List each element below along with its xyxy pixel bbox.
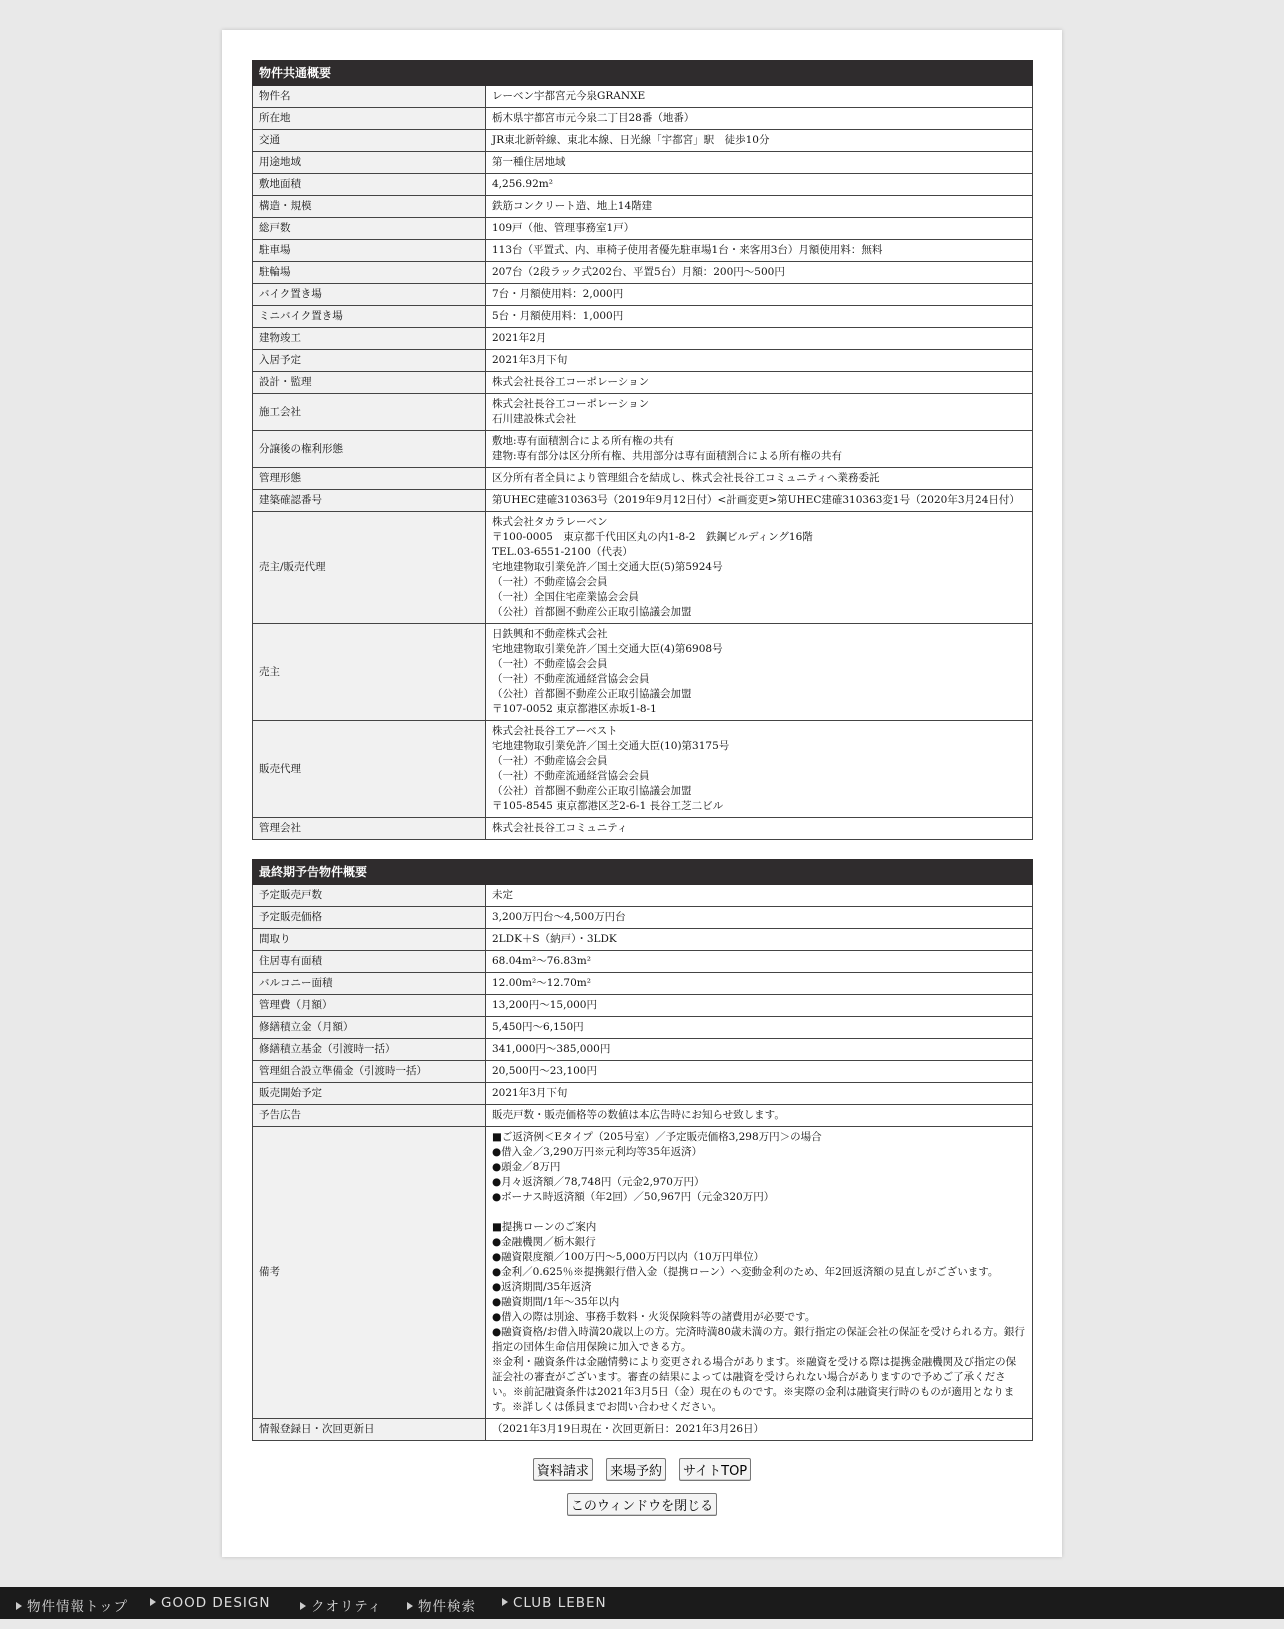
- row-label: 総戸数: [253, 218, 486, 240]
- table-row: [253, 174, 1033, 196]
- content-panel: [222, 30, 1062, 1557]
- row-value: 5台・月額使用料：1,000円: [486, 306, 1033, 328]
- table-row: [253, 721, 1033, 818]
- table-row: [253, 152, 1033, 174]
- final-phase-overview-title: 最終期予告物件概要: [253, 860, 1033, 885]
- row-value: 341,000円～385,000円: [486, 1039, 1033, 1061]
- table-row: [253, 196, 1033, 218]
- row-label: 構造・規模: [253, 196, 486, 218]
- table-row: [253, 1105, 1033, 1127]
- row-value: JR東北新幹線、東北本線、日光線「宇都宮」駅 徒歩10分: [486, 130, 1033, 152]
- row-label: 施工会社: [253, 394, 486, 431]
- row-value: 207台（2段ラック式202台、平置5台）月額：200円～500円: [486, 262, 1033, 284]
- table-row: [253, 995, 1033, 1017]
- row-value: 2LDK＋S（納戸）・3LDK: [486, 929, 1033, 951]
- common-overview-title: 物件共通概要: [253, 61, 1033, 86]
- footer-link-property-top[interactable]: 物件情報トップ: [16, 1595, 128, 1615]
- table-row: [253, 907, 1033, 929]
- visit-reservation-button[interactable]: 来場予約: [606, 1458, 666, 1481]
- row-label: 入居予定: [253, 350, 486, 372]
- close-window-row: [222, 1493, 1062, 1516]
- table-row: [253, 218, 1033, 240]
- row-value: 113台（平置式、内、車椅子使用者優先駐車場1台・来客用3台）月額使用料：無料: [486, 240, 1033, 262]
- row-label: 管理会社: [253, 818, 486, 840]
- footer-link-property-search[interactable]: 物件検索: [407, 1595, 476, 1615]
- row-value: 未定: [486, 885, 1033, 907]
- row-label: バイク置き場: [253, 284, 486, 306]
- table-row: [253, 1039, 1033, 1061]
- table-row: [253, 108, 1033, 130]
- footer-link-quality[interactable]: クオリティ: [300, 1595, 382, 1615]
- table-row: [253, 350, 1033, 372]
- common-overview-table: [252, 60, 1033, 840]
- footer-nav: [0, 1587, 1284, 1619]
- row-label: 住居専有面積: [253, 951, 486, 973]
- row-label: 情報登録日・次回更新日: [253, 1419, 486, 1441]
- row-value: 鉄筋コンクリート造、地上14階建: [486, 196, 1033, 218]
- table-row: [253, 512, 1033, 624]
- row-label: 修繕積立基金（引渡時一括）: [253, 1039, 486, 1061]
- footer-link-good-design[interactable]: GOOD DESIGN: [150, 1595, 270, 1611]
- table-row: [253, 885, 1033, 907]
- row-label: 分譲後の権利形態: [253, 431, 486, 468]
- table-row: [253, 306, 1033, 328]
- row-value: 株式会社長谷工コーポレーション 石川建設株式会社: [486, 394, 1033, 431]
- table-row: [253, 86, 1033, 108]
- row-label: 管理費（月額）: [253, 995, 486, 1017]
- row-value: 株式会社長谷工アーベスト 宅地建物取引業免許／国土交通大臣(10)第3175号 （一社）不動産協会会員 （一社）不動産流通経営協会会員 （公社）首都圏不動産公正取引協議会加盟 〒105-8545 東京都港区芝2-6-1 長谷工芝二ビル: [486, 721, 1033, 818]
- row-label: 予告広告: [253, 1105, 486, 1127]
- action-buttons: [222, 1458, 1062, 1481]
- table-row: [253, 130, 1033, 152]
- row-label: 予定販売価格: [253, 907, 486, 929]
- row-label: 建築確認番号: [253, 490, 486, 512]
- table-row: [253, 490, 1033, 512]
- row-value: レーベン宇都宮元今泉GRANXE: [486, 86, 1033, 108]
- row-label: 販売開始予定: [253, 1083, 486, 1105]
- table-row: [253, 431, 1033, 468]
- row-value: 第UHEC建確310363号（2019年9月12日付）<計画変更>第UHEC建確310363変1号（2020年3月24日付）: [486, 490, 1033, 512]
- triangle-right-icon: [16, 1602, 22, 1610]
- close-window-button[interactable]: このウィンドウを閉じる: [567, 1493, 717, 1516]
- table-row: [253, 1017, 1033, 1039]
- table-row: [253, 1083, 1033, 1105]
- row-label: 所在地: [253, 108, 486, 130]
- row-value: 68.04m²～76.83m²: [486, 951, 1033, 973]
- row-value: 第一種住居地域: [486, 152, 1033, 174]
- row-label: 管理形態: [253, 468, 486, 490]
- row-value: 13,200円～15,000円: [486, 995, 1033, 1017]
- triangle-right-icon: [300, 1602, 306, 1610]
- table-row: [253, 1419, 1033, 1441]
- row-value: 109戸（他、管理事務室1戸）: [486, 218, 1033, 240]
- row-value: 栃木県宇都宮市元今泉二丁目28番（地番）: [486, 108, 1033, 130]
- triangle-right-icon: [150, 1598, 156, 1606]
- row-label: 駐輪場: [253, 262, 486, 284]
- footer-link-club-leben[interactable]: CLUB LEBEN: [502, 1595, 607, 1611]
- row-value: 5,450円～6,150円: [486, 1017, 1033, 1039]
- row-label: バルコニー面積: [253, 973, 486, 995]
- table-row: [253, 328, 1033, 350]
- row-value: 2021年2月: [486, 328, 1033, 350]
- row-value: 販売戸数・販売価格等の数値は本広告時にお知らせ致します。: [486, 1105, 1033, 1127]
- row-label: ミニバイク置き場: [253, 306, 486, 328]
- row-label: 駐車場: [253, 240, 486, 262]
- row-value: 20,500円～23,100円: [486, 1061, 1033, 1083]
- table-row: [253, 394, 1033, 431]
- request-materials-button[interactable]: 資料請求: [533, 1458, 593, 1481]
- table-row: [253, 284, 1033, 306]
- row-value: 株式会社長谷工コミュニティ: [486, 818, 1033, 840]
- row-label: 建物竣工: [253, 328, 486, 350]
- row-label: 売主: [253, 624, 486, 721]
- row-value: 2021年3月下旬: [486, 350, 1033, 372]
- table-row: [253, 929, 1033, 951]
- row-label: 管理組合設立準備金（引渡時一括）: [253, 1061, 486, 1083]
- row-value: 日鉄興和不動産株式会社 宅地建物取引業免許／国土交通大臣(4)第6908号 （一社）不動産協会会員 （一社）不動産流通経営協会会員 （公社）首都圏不動産公正取引協議会加盟 〒107-0052 東京都港区赤坂1-8-1: [486, 624, 1033, 721]
- row-label: 設計・監理: [253, 372, 486, 394]
- site-top-button[interactable]: サイトTOP: [679, 1458, 751, 1481]
- row-label: 交通: [253, 130, 486, 152]
- row-value: 7台・月額使用料：2,000円: [486, 284, 1033, 306]
- row-value: 4,256.92m²: [486, 174, 1033, 196]
- final-phase-overview-table: [252, 859, 1033, 1441]
- row-value: ■ご返済例＜Eタイプ（205号室）／予定販売価格3,298万円＞の場合 ●借入金／3,290万円※元利均等35年返済） ●頭金／8万円 ●月々返済額／78,748円（元金2,970万円） ●ボーナス時返済額（年2回）／50,967円（元金320万円） ■提携ローンのご案内 ●金融機関／栃木銀行 ●融資限度額／100万円～5,000万円以内（10万円単位） ●金利／0.625％※提携銀行借入金（提携ローン）へ変動金利のため、年2回返済額の見直しがございます。 ●返済期間/35年返済 ●融資期間/1年～35年以内 ●借入の際は別途、事務手数料・火災保険料等の諸費用が必要です。 ●融資資格/お借入時満20歳以上の方。完済時満80歳未満の方。銀行指定の保証会社の保証を受けられる方。銀行指定の団体生命信用保険に加入できる方。 ※金利・融資条件は金融情勢により変更される場合があります。※融資を受ける際は提携金融機関及び指定の保証会社の審査がございます。審査の結果によっては融資を受けられない場合がありますので予めご了承ください。※前記融資条件は2021年3月5日（金）現在のものです。※実際の金利は融資実行時のものが適用となります。※詳しくは係員までお問い合わせください。: [486, 1127, 1033, 1419]
- row-label: 用途地域: [253, 152, 486, 174]
- row-label: 物件名: [253, 86, 486, 108]
- table-row: [253, 372, 1033, 394]
- table-row: [253, 973, 1033, 995]
- row-label: 間取り: [253, 929, 486, 951]
- triangle-right-icon: [502, 1598, 508, 1606]
- table-row: [253, 240, 1033, 262]
- row-value: 3,200万円台～4,500万円台: [486, 907, 1033, 929]
- table-row: [253, 468, 1033, 490]
- row-label: 修繕積立金（月額）: [253, 1017, 486, 1039]
- row-value: 株式会社長谷工コーポレーション: [486, 372, 1033, 394]
- table-row: [253, 1061, 1033, 1083]
- row-label: 備考: [253, 1127, 486, 1419]
- row-value: 2021年3月下旬: [486, 1083, 1033, 1105]
- row-label: 敷地面積: [253, 174, 486, 196]
- table-row: [253, 1127, 1033, 1419]
- row-value: 株式会社タカラレーベン 〒100-0005 東京都千代田区丸の内1-8-2 鉄鋼ビルディング16階 TEL.03-6551-2100（代表） 宅地建物取引業免許／国土交通大臣(5)第5924号 （一社）不動産協会会員 （一社）全国住宅産業協会会員 （公社）首都圏不動産公正取引協議会加盟: [486, 512, 1033, 624]
- row-value: 12.00m²～12.70m²: [486, 973, 1033, 995]
- row-value: （2021年3月19日現在・次回更新日：2021年3月26日）: [486, 1419, 1033, 1441]
- row-label: 販売代理: [253, 721, 486, 818]
- table-row: [253, 624, 1033, 721]
- table-row: [253, 818, 1033, 840]
- row-label: 予定販売戸数: [253, 885, 486, 907]
- triangle-right-icon: [407, 1602, 413, 1610]
- table-row: [253, 951, 1033, 973]
- row-label: 売主/販売代理: [253, 512, 486, 624]
- table-row: [253, 262, 1033, 284]
- row-value: 敷地:専有面積割合による所有権の共有 建物:専有部分は区分所有権、共用部分は専有面積割合による所有権の共有: [486, 431, 1033, 468]
- row-value: 区分所有者全員により管理組合を結成し、株式会社長谷工コミュニティへ業務委託: [486, 468, 1033, 490]
